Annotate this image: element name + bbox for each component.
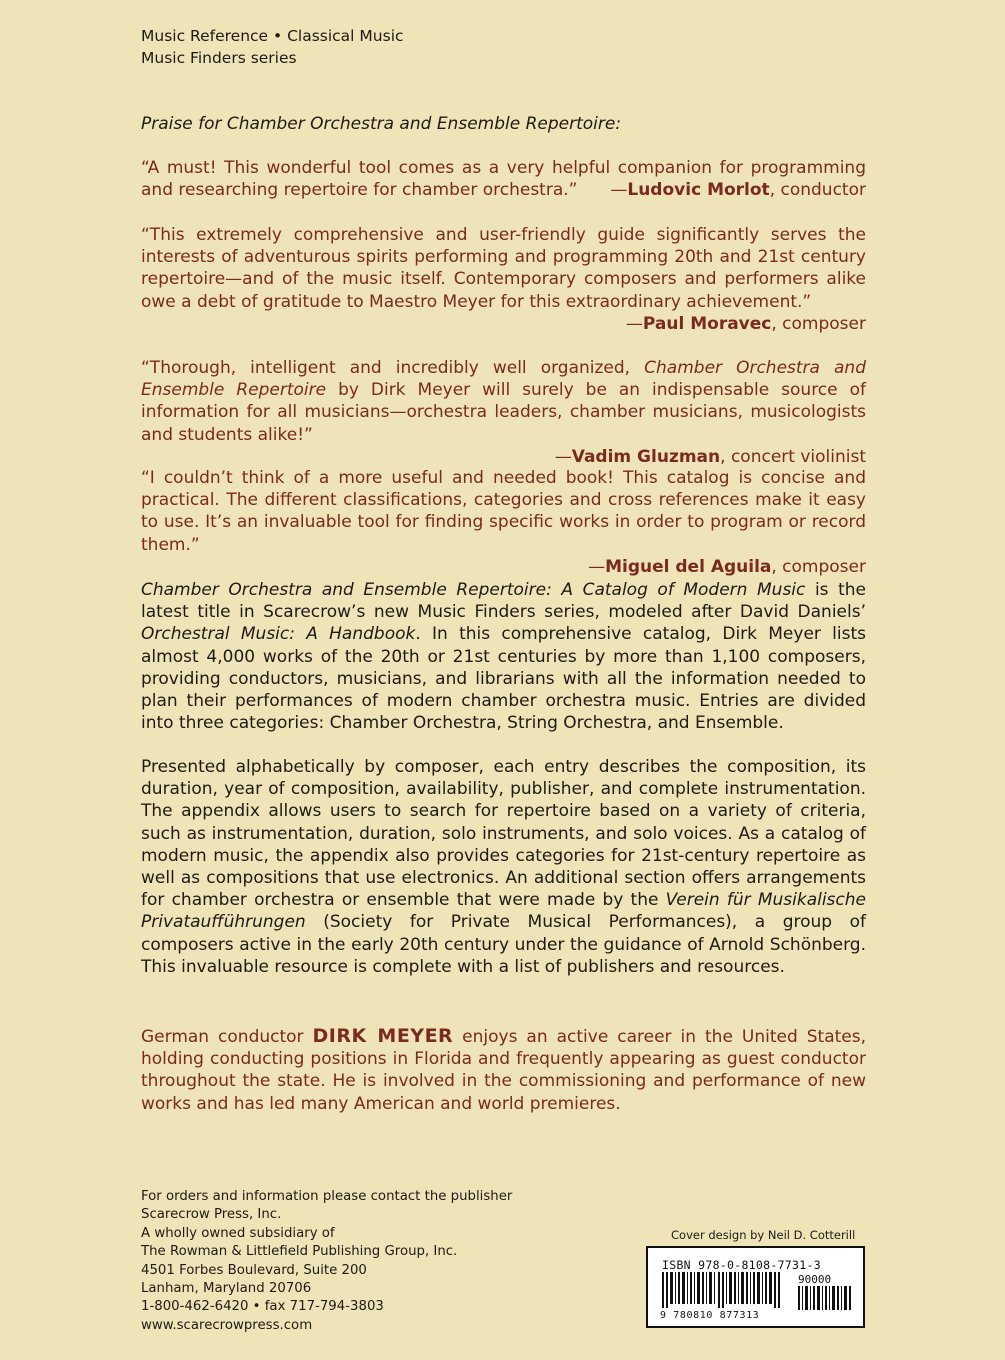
barcode-bars-icon bbox=[660, 1272, 790, 1308]
quote-text: “A must! This wonderful tool comes as a very helpful companion for programming and researching repertoire for chamber orchestra.” bbox=[141, 158, 866, 201]
quote-attribution: —Vadim Gluzman, concert violinist bbox=[554, 446, 866, 467]
description-paragraph-2: Presented alphabetically by composer, each entry describes the composition, its duration, year of composition, availability, publisher, and complete instrumentation. The appendix allows users to search for repertoire based on a variety of criteria, such as instrumentation, duration, solo instruments, and solo voices. As a catalog of modern music, the appendix also provides categories for 21st-century repertoire as well as compositions that use electronics. An additional section offers arrangements for chamber orchestra or ensemble that were made by the Verein für Musikalische Privataufführungen (Society for Private Musical Performances), a group of composers active in the early 20th century under the guidance of Arnold Schönberg. This invaluable resource is complete with a list of publishers and resources. bbox=[141, 757, 866, 977]
quote-1 bbox=[141, 157, 866, 202]
publisher-line: 4501 Forbes Boulevard, Suite 200 bbox=[141, 1262, 367, 1278]
author-bio: German conductor DIRK MEYER enjoys an active career in the United States, holding conducting positions in Florida and frequently appearing as guest conductor throughout the state. He is involved in the commissioning and performance of new works and has led many American and world premieres. bbox=[141, 1025, 866, 1114]
author-name: DIRK MEYER bbox=[312, 1025, 454, 1047]
publisher-line: The Rowman & Littlefield Publishing Group, Inc. bbox=[141, 1244, 458, 1260]
barcode-addon-icon bbox=[798, 1286, 854, 1310]
quote-4 bbox=[141, 467, 866, 578]
publisher-line: For orders and information please contact the publisher bbox=[141, 1189, 513, 1204]
quote-author: Ludovic Morlot bbox=[627, 180, 770, 201]
quote-attribution: —Miguel del Aguila, composer bbox=[588, 556, 866, 577]
publisher-line: Scarecrow Press, Inc. bbox=[141, 1207, 282, 1223]
quote-author: Paul Moravec bbox=[642, 313, 772, 334]
publisher-website: www.scarecrowpress.com bbox=[141, 1317, 313, 1333]
category-block bbox=[141, 25, 404, 69]
cover-design-credit: Cover design by Neil D. Cotterill bbox=[671, 1228, 856, 1242]
quote-text: “I couldn’t think of a more useful and needed book! This catalog is concise and practical. The different classifications, categories and cross references make it easy to use. It’s an invaluable tool for finding specific works in order to program or record them.” bbox=[141, 468, 866, 555]
reference-title: Orchestral Music: A Handbook bbox=[141, 624, 416, 645]
isbn-number: ISBN 978-0-8108-7731-3 bbox=[662, 1258, 821, 1272]
society-name: Verein für Musikalische Privataufführungen bbox=[141, 890, 866, 933]
praise-heading: Praise for Chamber Orchestra and Ensemble Repertoire: bbox=[141, 114, 622, 134]
quote-text: “This extremely comprehensive and user-friendly guide significantly serves the interests of adventurous spirits performing and programming 20th and 21st century repertoire—and of the music itself. Contemporary composers and performers alike owe a debt of gratitude to Maestro Meyer for this extraordinary achievement.” bbox=[141, 225, 866, 312]
book-title: Chamber Orchestra and Ensemble Repertoire: A Catalog of Modern Music bbox=[141, 580, 806, 600]
isbn-barcode bbox=[646, 1246, 865, 1328]
publisher-line: 1-800-462-6420 • fax 717-794-3803 bbox=[141, 1299, 384, 1315]
quote-author: Miguel del Aguila bbox=[605, 556, 772, 577]
category-line: Music Reference • Classical Music bbox=[141, 27, 404, 45]
quote-attribution: —Ludovic Morlot, conductor bbox=[610, 180, 866, 201]
quote-text: “Thorough, intelligent and incredibly well organized, Chamber Orchestra and Ensemble Repertoire by Dirk Meyer will surely be an indispensable source of information for all musicians—orchestra leaders, chamber musicians, musicologists and students alike!” bbox=[141, 358, 866, 445]
series-line: Music Finders series bbox=[141, 49, 297, 67]
description-paragraph-1: Chamber Orchestra and Ensemble Repertoire: A Catalog of Modern Music is the latest title in Scarecrow’s new Music Finders series, modeled after David Daniels’ Orchestral Music: A Handbook. In this comprehensive catalog, Dirk Meyer lists almost 4,000 works of the 20th or 21st centuries by more than 1,100 composers, providing conductors, musicians, and librarians with all the information needed to plan their performances of modern chamber orchestra music. Entries are divided into three categories: Chamber Orchestra, String Orchestra, and Ensemble. bbox=[141, 580, 866, 734]
publisher-line: Lanham, Maryland 20706 bbox=[141, 1281, 312, 1297]
quote-attribution: —Paul Moravec, composer bbox=[625, 313, 866, 334]
price-code: 90000 bbox=[798, 1273, 832, 1286]
quote-2 bbox=[141, 224, 866, 335]
publisher-info bbox=[141, 1188, 512, 1335]
publisher-line: A wholly owned subsidiary of bbox=[141, 1225, 335, 1241]
quote-author: Vadim Gluzman bbox=[571, 446, 721, 467]
quote-3 bbox=[141, 357, 866, 468]
quote-book-title: Chamber Orchestra and Ensemble Repertoire bbox=[141, 358, 866, 401]
barcode-digits: 9 780810 877313 bbox=[660, 1310, 760, 1321]
